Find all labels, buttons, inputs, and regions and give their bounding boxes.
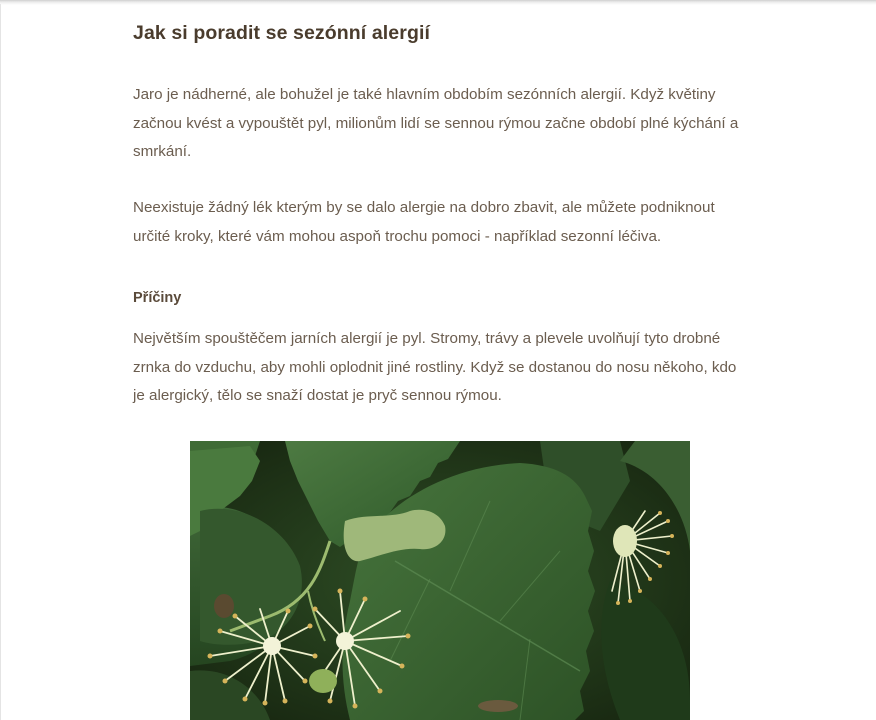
- top-shadow: [0, 0, 876, 5]
- linden-blossom-photo: [190, 441, 690, 720]
- article-title: Jak si poradit se sezónní alergií: [133, 22, 430, 44]
- intro-paragraph: Jaro je nádherné, ale bohužel je také hlavním obdobím sezónních alergií. Když květiny začnou kvést a vypouštět pyl, milionům lidí se sennou rýmou začne období plné kýchání a smrkání.: [133, 86, 739, 160]
- section-heading-causes: Příčiny: [133, 290, 182, 306]
- page-edge: [0, 4, 1, 720]
- causes-paragraph: Největším spouštěčem jarních alergií je pyl. Stromy, trávy a plevele uvolňují tyto drobné zrnka do vzduchu, aby mohli oplodnit jiné rostliny. Když se dostanou do nosu někoho, kdo je alergický, tělo se snaží dostat je pryč sennou rýmou.: [133, 330, 737, 404]
- photo-illustration: [190, 441, 690, 720]
- second-paragraph: Neexistuje žádný lék kterým by se dalo alergie na dobro zbavit, ale můžete podniknout určité kroky, které vám mohou aspoň trochu pomoci - například sezonní léčiva.: [133, 199, 715, 245]
